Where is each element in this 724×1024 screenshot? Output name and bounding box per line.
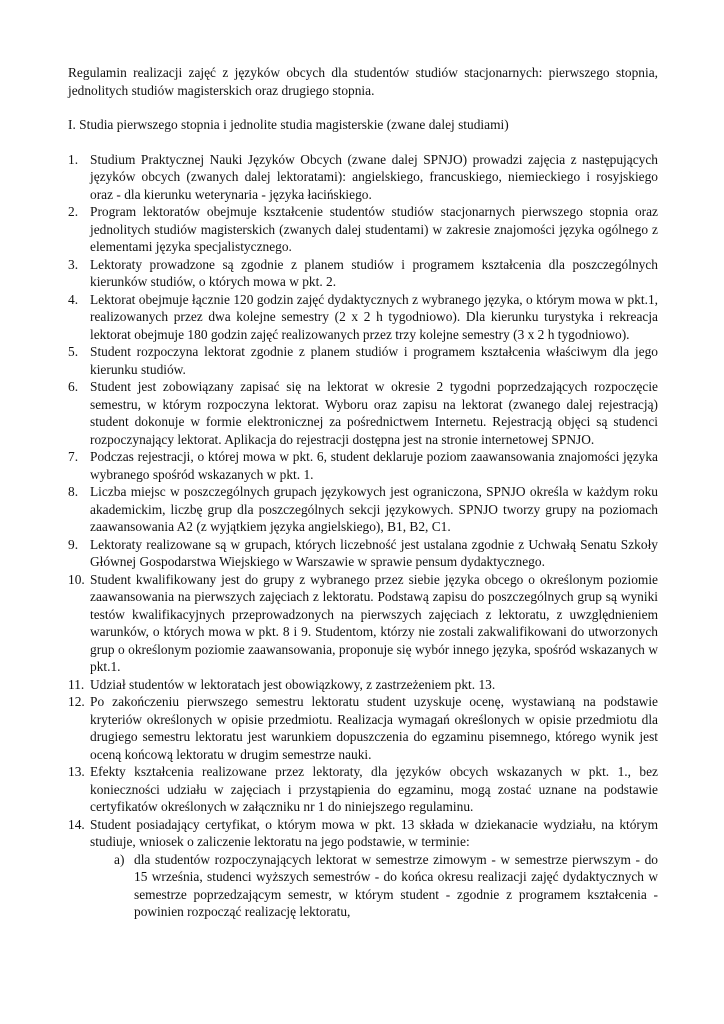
item-number: 8.	[68, 484, 79, 499]
document-page	[68, 64, 658, 921]
list-item	[68, 151, 658, 204]
list-item	[68, 483, 658, 536]
sub-item-label: a)	[114, 851, 125, 867]
item-number: 13.	[68, 764, 85, 779]
item-text: Student posiadający certyfikat, o którym mowa w pkt. 13 składa w dziekanacie wydziału, na którym studiuje, wniosek o zaliczenie lektoratu na jego podstawie, w terminie:	[90, 816, 658, 849]
item-number: 14.	[68, 816, 85, 832]
section-heading: I. Studia pierwszego stopnia i jednolite studia magisterskie (zwane dalej studiami)	[68, 117, 509, 132]
item-number: 6.	[68, 379, 79, 394]
item-text: Lektoraty prowadzone są zgodnie z planem studiów i programem kształcenia dla poszczególnych kierunków studiów, o których mowa w pkt. 2.	[90, 256, 658, 289]
item-text: Program lektoratów obejmuje kształcenie studentów studiów stacjonarnych pierwszego stopnia oraz jednolitych studiów magisterskich (zwanych dalej studentami) w zakresie znajomości języka ogólnego z elementami języka specjalistycznego.	[90, 204, 658, 254]
item-text: Studium Praktycznej Nauki Języków Obcych (zwane dalej SPNJO) prowadzi zajęcia z następujących języków obcych (zwanych dalej lektoratami): angielskiego, francuskiego, niemieckiego i rosyjskiego oraz - dla kierunku weterynaria - języka łacińskiego.	[90, 151, 658, 202]
item-number: 10.	[68, 571, 85, 587]
item-text: Podczas rejestracji, o której mowa w pkt. 6, student deklaruje poziom zaawansowania znajomości języka wybranego spośród wskazanych w pkt. 1.	[90, 449, 658, 482]
sub-list	[90, 851, 658, 921]
item-number: 2.	[68, 204, 79, 219]
item-number: 5.	[68, 344, 79, 359]
item-text: Student jest zobowiązany zapisać się na lektorat w okresie 2 tygodni poprzedzających rozpoczęcie semestru, w którym rozpoczyna lektorat. Wyboru oraz zapisu na lektorat (zwanego dalej rejestracją) student dokonuje w formie elektronicznej za pośrednictwem Internetu. Rejestracją objęci są studenci rozpoczynający lektorat. Aplikacja do rejestracji dostępna jest na stronie internetowej SPNJO.	[90, 379, 658, 447]
item-text: Po zakończeniu pierwszego semestru lektoratu student uzyskuje ocenę, wystawianą na podstawie kryteriów określonych w opisie przedmiotu. Realizacja wymagań określonych w opisie przedmiotu dla drugiego semestru lektoratu jest warunkiem dopuszczenia do egzaminu pisemnego, którego wynik jest oceną końcową lektoratu w drugim semestrze nauki.	[90, 694, 658, 762]
list-item	[68, 343, 658, 378]
item-number: 12.	[68, 694, 85, 709]
item-number: 1.	[68, 151, 79, 167]
document-title: Regulamin realizacji zajęć z języków obcych dla studentów studiów stacjonarnych: pierwszego stopnia, jednolitych studiów magisterskich oraz drugiego stopnia.	[68, 65, 658, 98]
list-item	[68, 203, 658, 256]
item-text: Student rozpoczyna lektorat zgodnie z planem studiów i programem kształcenia właściwym dla jego kierunku studiów.	[90, 344, 658, 377]
list-item	[68, 256, 658, 291]
list-item	[68, 571, 658, 676]
item-number: 3.	[68, 256, 79, 272]
item-number: 4.	[68, 291, 79, 307]
item-text: Lektorat obejmuje łącznie 120 godzin zajęć dydaktycznych z wybranego języka, o którym mowa w pkt.1, realizowanych przez dwa kolejne semestry (2 x 2 h tygodniowo). Dla kierunku turystyka i rekreacja lektorat obejmuje 180 godzin zajęć realizowanych przez trzy kolejne semestry (3 x 2 h tygodniowo).	[90, 291, 658, 342]
item-text: Liczba miejsc w poszczególnych grupach językowych jest ograniczona, SPNJO określa w każdym roku akademickim, liczbę grup dla poszczególnych sekcji językowych. SPNJO tworzy grupy na poziomach zaawansowania A2 (z wyjątkiem języka angielskiego), B1, B2, C1.	[90, 484, 658, 534]
list-item	[68, 378, 658, 448]
list-item	[68, 693, 658, 763]
list-item	[68, 763, 658, 816]
sub-item-text: dla studentów rozpoczynających lektorat w semestrze zimowym - w semestrze pierwszym - do 15 września, studenci wyższych semestrów - do końca okresu realizacji zajęć dydaktycznych w semestrze poprzedzającym semestr, w którym student - zgodnie z programem kształcenia - powinien rozpocząć realizację lektoratu,	[134, 851, 658, 919]
list-item	[68, 291, 658, 344]
item-text: Udział studentów w lektoratach jest obowiązkowy, z zastrzeżeniem pkt. 13.	[90, 676, 496, 692]
item-number: 7.	[68, 449, 79, 464]
item-text: Student kwalifikowany jest do grupy z wybranego przez siebie języka obcego o określonym poziomie zaawansowania na pierwszych zajęciach z lektoratu. Podstawą zapisu do poszczególnych grup są wyniki testów kwalifikacyjnych przeprowadzonych na pierwszych zajęciach z lektoratu, z uwzględnieniem warunków, o których mowa w pkt. 8 i 9. Studentom, którzy nie zostali zakwalifikowani do utworzonych grup o określonym poziomie zaawansowania, proponuje się wybór innego języka, spośród wskazanych w pkt.1.	[90, 571, 658, 674]
list-item	[68, 536, 658, 571]
item-text: Lektoraty realizowane są w grupach, których liczebność jest ustalana zgodnie z Uchwałą Senatu Szkoły Głównej Gospodarstwa Wiejskiego w Warszawie w sprawie pensum dydaktycznego.	[90, 536, 658, 569]
list-item	[68, 448, 658, 483]
item-text: Efekty kształcenia realizowane przez lektoraty, dla języków obcych wskazanych w pkt. 1., bez konieczności udziału w zajęciach i przystąpienia do egzaminu, mogą zostać uznane na podstawie certyfikatów określonych w załączniku nr 1 do niniejszego regulaminu.	[90, 764, 658, 814]
item-number: 9.	[68, 536, 79, 552]
list-item	[68, 676, 658, 694]
sub-list-item	[114, 851, 658, 921]
list-item	[68, 816, 658, 921]
item-number: 11.	[68, 676, 85, 692]
regulation-list	[68, 151, 658, 921]
